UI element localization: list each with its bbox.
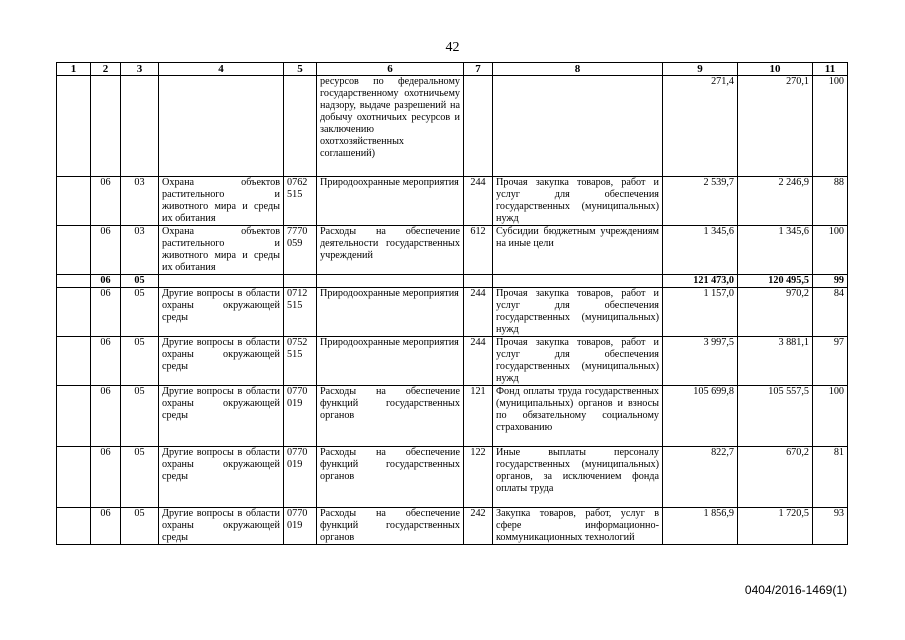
cell-executed: 1 720,5 [738, 508, 813, 545]
cell-expense-name: Закупка товаров, работ, услуг в сфере информационно-коммуникационных технологий [493, 508, 663, 545]
cell-planned: 105 699,8 [663, 386, 738, 447]
cell-subsection: 03 [121, 177, 159, 226]
cell-subsection: 05 [121, 386, 159, 447]
table-row [57, 508, 848, 545]
cell-executed: 270,1 [738, 76, 813, 177]
cell-target-code: 0770 019 [284, 508, 317, 545]
cell-section [57, 177, 91, 226]
cell-subsection-name: Другие вопросы в области охраны окружающей среды [159, 508, 284, 545]
cell-percent: 93 [813, 508, 848, 545]
header-cell: 6 [317, 63, 464, 76]
cell-section [57, 386, 91, 447]
cell-subsection: 05 [121, 275, 159, 288]
cell-target-name: Расходы на обеспечение функций государственных органов [317, 508, 464, 545]
cell-planned: 822,7 [663, 447, 738, 508]
cell-executed: 2 246,9 [738, 177, 813, 226]
cell-target-code: 0770 019 [284, 447, 317, 508]
header-cell: 1 [57, 63, 91, 76]
cell-executed: 3 881,1 [738, 337, 813, 386]
cell-expense-type: 244 [464, 337, 493, 386]
cell-chapter: 06 [91, 288, 121, 337]
cell-percent: 100 [813, 76, 848, 177]
cell-chapter: 06 [91, 226, 121, 275]
cell-target-name: Расходы на обеспечение функций государственных органов [317, 447, 464, 508]
table-row [57, 288, 848, 337]
cell-executed: 1 345,6 [738, 226, 813, 275]
cell-section [57, 76, 91, 177]
cell-subsection-name [159, 275, 284, 288]
cell-expense-type: 122 [464, 447, 493, 508]
header-cell: 7 [464, 63, 493, 76]
cell-planned: 271,4 [663, 76, 738, 177]
header-cell: 10 [738, 63, 813, 76]
table-row [57, 447, 848, 508]
cell-percent: 97 [813, 337, 848, 386]
table-row [57, 177, 848, 226]
cell-executed: 120 495,5 [738, 275, 813, 288]
cell-target-code [284, 275, 317, 288]
cell-section [57, 288, 91, 337]
cell-subsection-name: Другие вопросы в области охраны окружающей среды [159, 447, 284, 508]
cell-percent: 100 [813, 386, 848, 447]
header-cell: 11 [813, 63, 848, 76]
subtotal-row [57, 275, 848, 288]
cell-target-name: Природоохранные мероприятия [317, 177, 464, 226]
cell-percent: 100 [813, 226, 848, 275]
cell-chapter [91, 76, 121, 177]
cell-subsection-name: Другие вопросы в области охраны окружающей среды [159, 386, 284, 447]
cell-percent: 88 [813, 177, 848, 226]
cell-target-code: 0712 515 [284, 288, 317, 337]
cell-expense-type: 121 [464, 386, 493, 447]
cell-executed: 670,2 [738, 447, 813, 508]
header-cell: 2 [91, 63, 121, 76]
cell-subsection: 05 [121, 447, 159, 508]
cell-expense-type: 612 [464, 226, 493, 275]
cell-executed: 970,2 [738, 288, 813, 337]
cell-target-code: 7770 059 [284, 226, 317, 275]
cell-section [57, 337, 91, 386]
cell-target-code [284, 76, 317, 177]
cell-chapter: 06 [91, 386, 121, 447]
cell-executed: 105 557,5 [738, 386, 813, 447]
cell-section [57, 447, 91, 508]
cell-target-name [317, 275, 464, 288]
cell-expense-type [464, 76, 493, 177]
cell-section [57, 226, 91, 275]
table-row [57, 226, 848, 275]
cell-planned: 3 997,5 [663, 337, 738, 386]
cell-subsection [121, 76, 159, 177]
cell-target-code: 0752 515 [284, 337, 317, 386]
header-row [57, 63, 848, 76]
cell-chapter: 06 [91, 508, 121, 545]
cell-section [57, 275, 91, 288]
cell-subsection-name: Охрана объектов растительного и животного мира и среды их обитания [159, 226, 284, 275]
cell-subsection: 03 [121, 226, 159, 275]
budget-table [56, 62, 848, 545]
cell-subsection-name: Охрана объектов растительного и животного мира и среды их обитания [159, 177, 284, 226]
cell-target-name: Природоохранные мероприятия [317, 337, 464, 386]
header-cell: 9 [663, 63, 738, 76]
cell-expense-name [493, 275, 663, 288]
cell-expense-name: Субсидии бюджетным учреждениям на иные цели [493, 226, 663, 275]
document-code: 0404/2016-1469(1) [744, 583, 847, 597]
cell-chapter: 06 [91, 275, 121, 288]
header-cell: 5 [284, 63, 317, 76]
header-cell: 8 [493, 63, 663, 76]
cell-subsection: 05 [121, 337, 159, 386]
cell-expense-name: Прочая закупка товаров, работ и услуг для обеспечения государственных (муниципальных) нужд [493, 337, 663, 386]
cell-subsection-name: Другие вопросы в области охраны окружающей среды [159, 337, 284, 386]
cell-planned: 1 345,6 [663, 226, 738, 275]
page-number: 42 [445, 40, 460, 55]
header-cell: 3 [121, 63, 159, 76]
cell-percent: 84 [813, 288, 848, 337]
table-row [57, 76, 848, 177]
cell-chapter: 06 [91, 177, 121, 226]
table-row [57, 337, 848, 386]
cell-expense-name: Прочая закупка товаров, работ и услуг для обеспечения государственных (муниципальных) нужд [493, 288, 663, 337]
cell-expense-name: Прочая закупка товаров, работ и услуг для обеспечения государственных (муниципальных) нужд [493, 177, 663, 226]
cell-subsection: 05 [121, 288, 159, 337]
cell-planned: 2 539,7 [663, 177, 738, 226]
cell-expense-type: 244 [464, 288, 493, 337]
cell-target-code: 0770 019 [284, 386, 317, 447]
cell-expense-name: Иные выплаты персоналу государственных (муниципальных) органов, за исключением фонда оплаты труда [493, 447, 663, 508]
header-cell: 4 [159, 63, 284, 76]
cell-target-name: Расходы на обеспечение функций государственных органов [317, 386, 464, 447]
cell-expense-type: 242 [464, 508, 493, 545]
cell-percent: 99 [813, 275, 848, 288]
cell-expense-name: Фонд оплаты труда государственных (муниципальных) органов и взносы по обязательному социальному страхованию [493, 386, 663, 447]
cell-percent: 81 [813, 447, 848, 508]
cell-expense-name [493, 76, 663, 177]
cell-section [57, 508, 91, 545]
cell-target-code: 0762 515 [284, 177, 317, 226]
cell-subsection-name [159, 76, 284, 177]
cell-planned: 1 157,0 [663, 288, 738, 337]
cell-chapter: 06 [91, 447, 121, 508]
cell-subsection-name: Другие вопросы в области охраны окружающей среды [159, 288, 284, 337]
cell-planned: 121 473,0 [663, 275, 738, 288]
cell-expense-type [464, 275, 493, 288]
cell-chapter: 06 [91, 337, 121, 386]
cell-target-name: ресурсов по федеральному государственному охотничьему надзору, выдаче разрешений на добычу охотничьих ресурсов и заключению охотхозяйственных соглашений) [317, 76, 464, 177]
cell-subsection: 05 [121, 508, 159, 545]
cell-expense-type: 244 [464, 177, 493, 226]
cell-target-name: Расходы на обеспечение деятельности государственных учреждений [317, 226, 464, 275]
cell-planned: 1 856,9 [663, 508, 738, 545]
cell-target-name: Природоохранные мероприятия [317, 288, 464, 337]
table-row [57, 386, 848, 447]
